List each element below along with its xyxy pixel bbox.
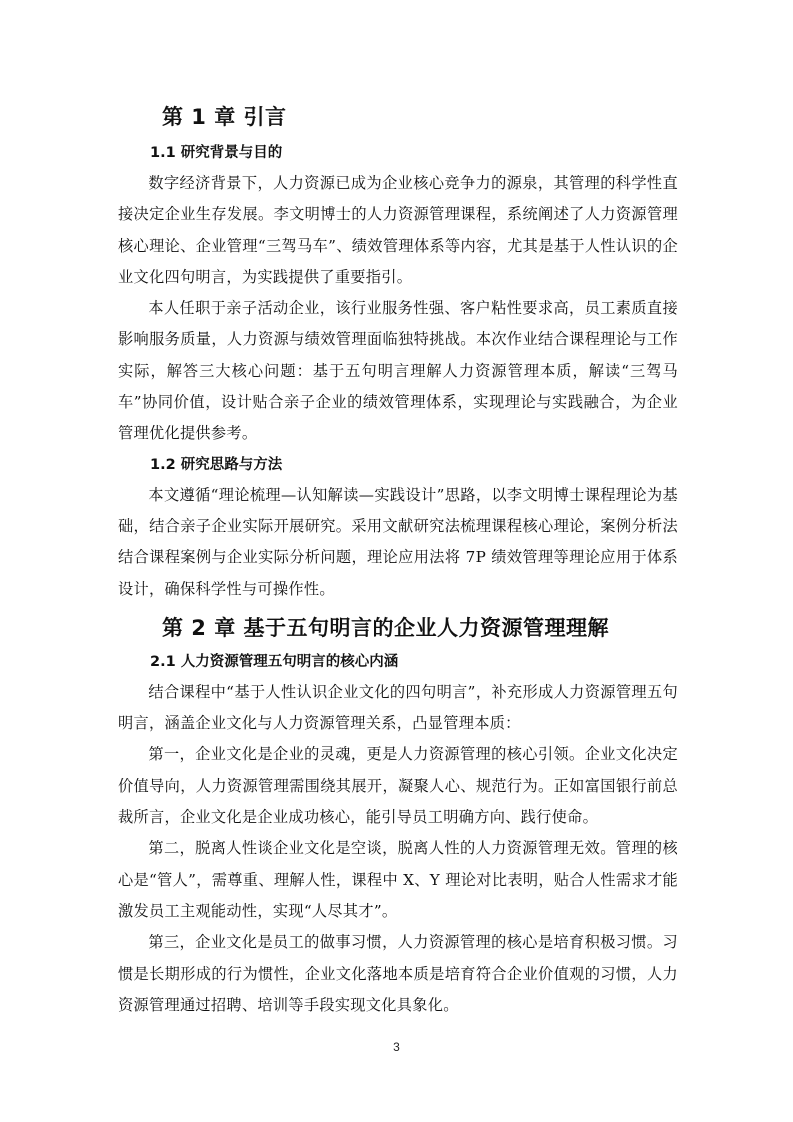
paragraph: 本文遵循“理论梳理—认知解读—实践设计”思路，以李文明博士课程理论为基础，结合亲子企业实际开展研究。采用文献研究法梳理课程核心理论，案例分析法结合课程案例与企业实际分析问题，理论应用法将 7P 绩效管理等理论应用于体系设计，确保科学性与可操作性。 — [118, 485, 678, 598]
paragraph: 结合课程中“基于人性认识企业文化的四句明言”，补充形成人力资源管理五句明言，涵盖企业文化与人力资源管理关系，凸显管理本质： — [118, 682, 678, 733]
section-1-2-title: 1.2 研究思路与方法 — [150, 456, 283, 473]
chapter-1-title: 第 1 章 引言 — [162, 105, 287, 129]
chapter-2-title: 第 2 章 基于五句明言的企业人力资源管理理解 — [162, 615, 610, 640]
paragraph: 第一，企业文化是企业的灵魂，更是人力资源管理的核心引领。企业文化决定价值导向，人力资源管理需围绕其展开，凝聚人心、规范行为。正如富国银行前总裁所言，企业文化是企业成功核心，能引导员工明确方向、践行使命。 — [118, 745, 678, 827]
paragraph: 第二，脱离人性谈企业文化是空谈，脱离人性的人力资源管理无效。管理的核心是“管人”，需尊重、理解人性，课程中 X、Y 理论对比表明，贴合人性需求才能激发员工主观能动性，实现“人尽其才”。 — [118, 839, 678, 920]
page-number: 3 — [393, 1040, 400, 1054]
section-2-1-title: 2.1 人力资源管理五句明言的核心内涵 — [150, 653, 399, 670]
page-content — [118, 100, 678, 1021]
paragraph: 第三，企业文化是员工的做事习惯，人力资源管理的核心是培育积极习惯。习惯是长期形成的行为惯性，企业文化落地本质是培育符合企业价值观的习惯，人力资源管理通过招聘、培训等手段实现文化具象化。 — [118, 933, 678, 1014]
section-1-1-title: 1.1 研究背景与目的 — [150, 145, 283, 161]
paragraph: 本人任职于亲子活动企业，该行业服务性强、客户粘性要求高，员工素质直接影响服务质量，人力资源与绩效管理面临独特挑战。本次作业结合课程理论与工作实际，解答三大核心问题：基于五句明言理解人力资源管理本质，解读“三驾马车”协同价值，设计贴合亲子企业的绩效管理体系，实现理论与实践融合，为企业管理优化提供参考。 — [118, 299, 678, 443]
paragraph: 数字经济背景下，人力资源已成为企业核心竞争力的源泉，其管理的科学性直接决定企业生存发展。李文明博士的人力资源管理课程，系统阐述了人力资源管理核心理论、企业管理“三驾马车”、绩效管理体系等内容，尤其是基于人性认识的企业文化四句明言，为实践提供了重要指引。 — [118, 174, 678, 286]
